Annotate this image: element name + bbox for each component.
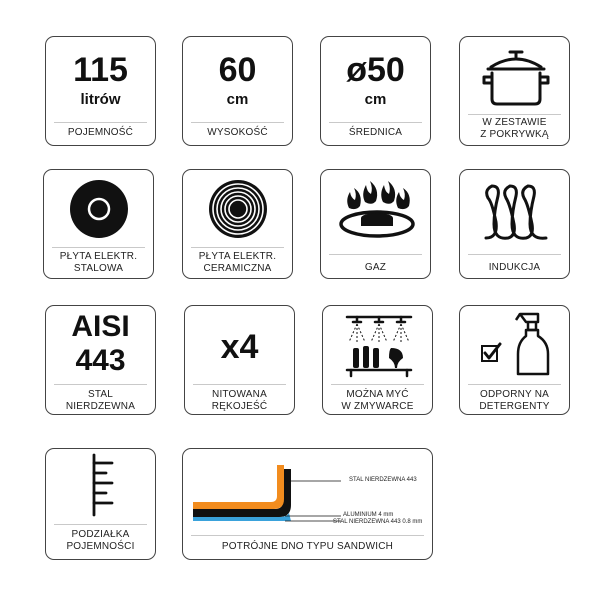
diameter-tile (320, 36, 431, 146)
diameter-value: ø50 (346, 51, 405, 89)
rivets-caption-line2: RĘKOJEŚĆ (211, 401, 268, 412)
aisi-line2: 443 (75, 344, 126, 377)
dishwasher-caption-line1: MOŻNA MYĆ (346, 389, 409, 400)
diameter-unit: cm (364, 91, 387, 108)
sandwich-caption: POTRÓJNE DNO TYPU SANDWICH (221, 541, 394, 552)
induction-caption: INDUKCJA (488, 262, 541, 273)
lid-caption-line1: W ZESTAWIE (482, 117, 547, 128)
steel-plate-caption-line2: STALOWA (73, 263, 124, 274)
divider (191, 122, 284, 123)
checkbox-icon (480, 342, 502, 364)
ceramic-hotplate-icon (207, 178, 269, 240)
capacity-caption: POJEMNOŚĆ (67, 127, 134, 138)
divider (329, 254, 422, 255)
lid-caption-line2: Z POKRYWKĄ (480, 129, 549, 140)
gas-burner-icon (335, 180, 419, 242)
layer-top-label: STAL NIERDZEWNA 443 (349, 477, 417, 483)
aisi-caption-line2: NIERDZEWNA (65, 401, 136, 412)
divider (191, 247, 284, 248)
steel-hotplate-icon (68, 178, 130, 240)
detergent-caption-line1: ODPORNY NA (479, 389, 550, 400)
divider (468, 114, 561, 115)
aisi-caption-line1: STAL (87, 389, 114, 400)
capacity-value: 115 (73, 51, 128, 89)
height-value: 60 (218, 51, 257, 89)
rivets-value: x4 (220, 328, 259, 366)
induction-tile (459, 169, 570, 279)
induction-coil-icon (480, 182, 552, 244)
divider (54, 524, 147, 525)
divider (54, 122, 147, 123)
height-unit: cm (226, 91, 249, 108)
divider (191, 535, 424, 536)
sandwich-base-icon (187, 459, 297, 529)
height-caption: WYSOKOŚĆ (207, 127, 268, 138)
divider (329, 122, 422, 123)
dishwasher-icon (343, 314, 415, 380)
diameter-caption: ŚREDNICA (348, 127, 403, 138)
steel-plate-tile (43, 169, 154, 279)
pot-with-lid-icon (480, 43, 552, 109)
detergent-caption-line2: DETERGENTY (479, 401, 550, 412)
rivets-tile (184, 305, 295, 415)
ceramic-plate-tile (182, 169, 293, 279)
aisi-line1: AISI (71, 310, 130, 343)
capacity-tile (45, 36, 156, 146)
spray-bottle-icon (512, 310, 552, 378)
divider (52, 247, 145, 248)
ceramic-plate-caption-line2: CERAMICZNA (203, 263, 272, 274)
scale-caption-line1: PODZIAŁKA (71, 529, 130, 540)
scale-tile (45, 448, 156, 560)
gas-caption: GAZ (364, 262, 387, 273)
aisi-tile (45, 305, 156, 415)
capacity-unit: litrów (80, 91, 121, 108)
layer-middle-label: ALUMINIUM 4 mm (343, 512, 394, 518)
gas-tile (320, 169, 431, 279)
measuring-scale-icon (82, 453, 122, 517)
divider (193, 384, 286, 385)
divider (468, 384, 561, 385)
rivets-caption-line1: NITOWANA (212, 389, 267, 400)
scale-caption-line2: POJEMNOŚCI (66, 541, 135, 552)
dishwasher-caption-line2: W ZMYWARCE (341, 401, 414, 412)
dishwasher-tile (322, 305, 433, 415)
height-tile (182, 36, 293, 146)
steel-plate-caption-line1: PŁYTA ELEKTR. (59, 251, 138, 262)
lid-tile (459, 36, 570, 146)
divider (331, 384, 424, 385)
divider (54, 384, 147, 385)
ceramic-plate-caption-line1: PŁYTA ELEKTR. (198, 251, 277, 262)
detergent-tile (459, 305, 570, 415)
divider (468, 254, 561, 255)
sandwich-tile (182, 448, 433, 560)
layer-bottom-label: STAL NIERDZEWNA 443 0.8 mm (333, 519, 423, 525)
